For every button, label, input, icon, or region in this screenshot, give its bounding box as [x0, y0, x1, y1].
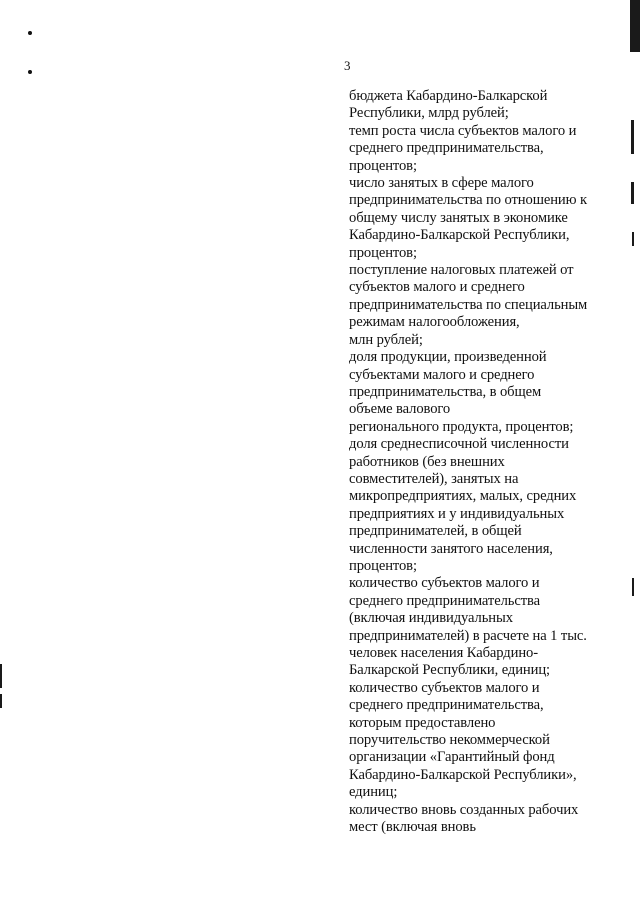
text-line: процентов;	[349, 557, 417, 574]
text-line: темп роста числа субъектов малого и	[349, 122, 577, 139]
text-line: которым предоставлено	[349, 714, 496, 731]
text-line: общему числу занятых в экономике	[349, 209, 568, 226]
text-line: бюджета Кабардино-Балкарской	[349, 88, 548, 104]
text-line: предпринимателей, в общей	[349, 523, 522, 540]
text-line: поручительство некоммерческой	[349, 732, 550, 749]
scan-edge-mark	[0, 694, 2, 708]
scan-edge-mark	[632, 578, 634, 596]
text-line: микропредприятиях, малых, средних	[349, 488, 577, 505]
text-line: предпринимательства по отношению к	[349, 192, 587, 209]
page-number: 3	[344, 58, 351, 73]
text-line: количество субъектов малого и	[349, 575, 540, 592]
scan-edge-mark	[631, 120, 634, 154]
text-line: млн рублей;	[349, 331, 423, 348]
text-line: регионального продукта, процентов;	[349, 418, 574, 435]
text-line: количество вновь созданных рабочих	[349, 801, 579, 818]
text-line: среднего предпринимательства,	[349, 697, 544, 714]
text-line: предпринимательства по специальным	[349, 296, 588, 313]
text-line: (включая индивидуальных	[349, 610, 513, 627]
text-line: человек населения Кабардино-	[349, 645, 539, 661]
text-line: среднего предпринимательства,	[349, 140, 544, 157]
scan-edge-mark	[0, 664, 2, 688]
text-line: Кабардино-Балкарской Республики,	[349, 227, 570, 244]
text-line: доля среднесписочной численности	[349, 436, 569, 453]
text-line: совместителей), занятых на	[349, 470, 519, 487]
text-line: количество субъектов малого и	[349, 679, 540, 696]
text-line: процентов;	[349, 157, 417, 174]
text-line: мест (включая вновь	[349, 819, 476, 836]
text-line: предпринимателей) в расчете на 1 тыс.	[349, 627, 587, 644]
scan-dot-mark	[28, 70, 32, 74]
text-line: поступление налоговых платежей от	[349, 262, 574, 279]
text-line: предприятиях и у индивидуальных	[349, 505, 565, 522]
text-line: единиц;	[349, 784, 398, 801]
text-line: субъектов малого и среднего	[349, 279, 525, 296]
text-line: процентов;	[349, 244, 417, 261]
scan-edge-mark	[630, 0, 640, 52]
text-line: Кабардино-Балкарской Республики»,	[349, 766, 577, 783]
document-text-column	[349, 88, 611, 836]
scan-edge-mark	[631, 182, 634, 204]
text-line: работников (без внешних	[349, 453, 505, 470]
scan-edge-mark	[632, 232, 634, 246]
text-line: численности занятого населения,	[349, 540, 553, 557]
text-line: Республики, млрд рублей;	[349, 105, 509, 122]
text-line: организации «Гарантийный фонд	[349, 749, 555, 766]
text-line: Балкарской Республики, единиц;	[349, 662, 551, 679]
text-line: число занятых в сфере малого	[349, 175, 534, 192]
text-line: предпринимательства, в общем	[349, 383, 542, 400]
text-line: среднего предпринимательства	[349, 592, 540, 609]
text-line: субъектами малого и среднего	[349, 366, 535, 383]
text-line: доля продукции, произведенной	[349, 349, 547, 366]
text-line: режимам налогообложения,	[349, 314, 520, 331]
scan-dot-mark	[28, 31, 32, 35]
text-line: объеме валового	[349, 401, 451, 418]
